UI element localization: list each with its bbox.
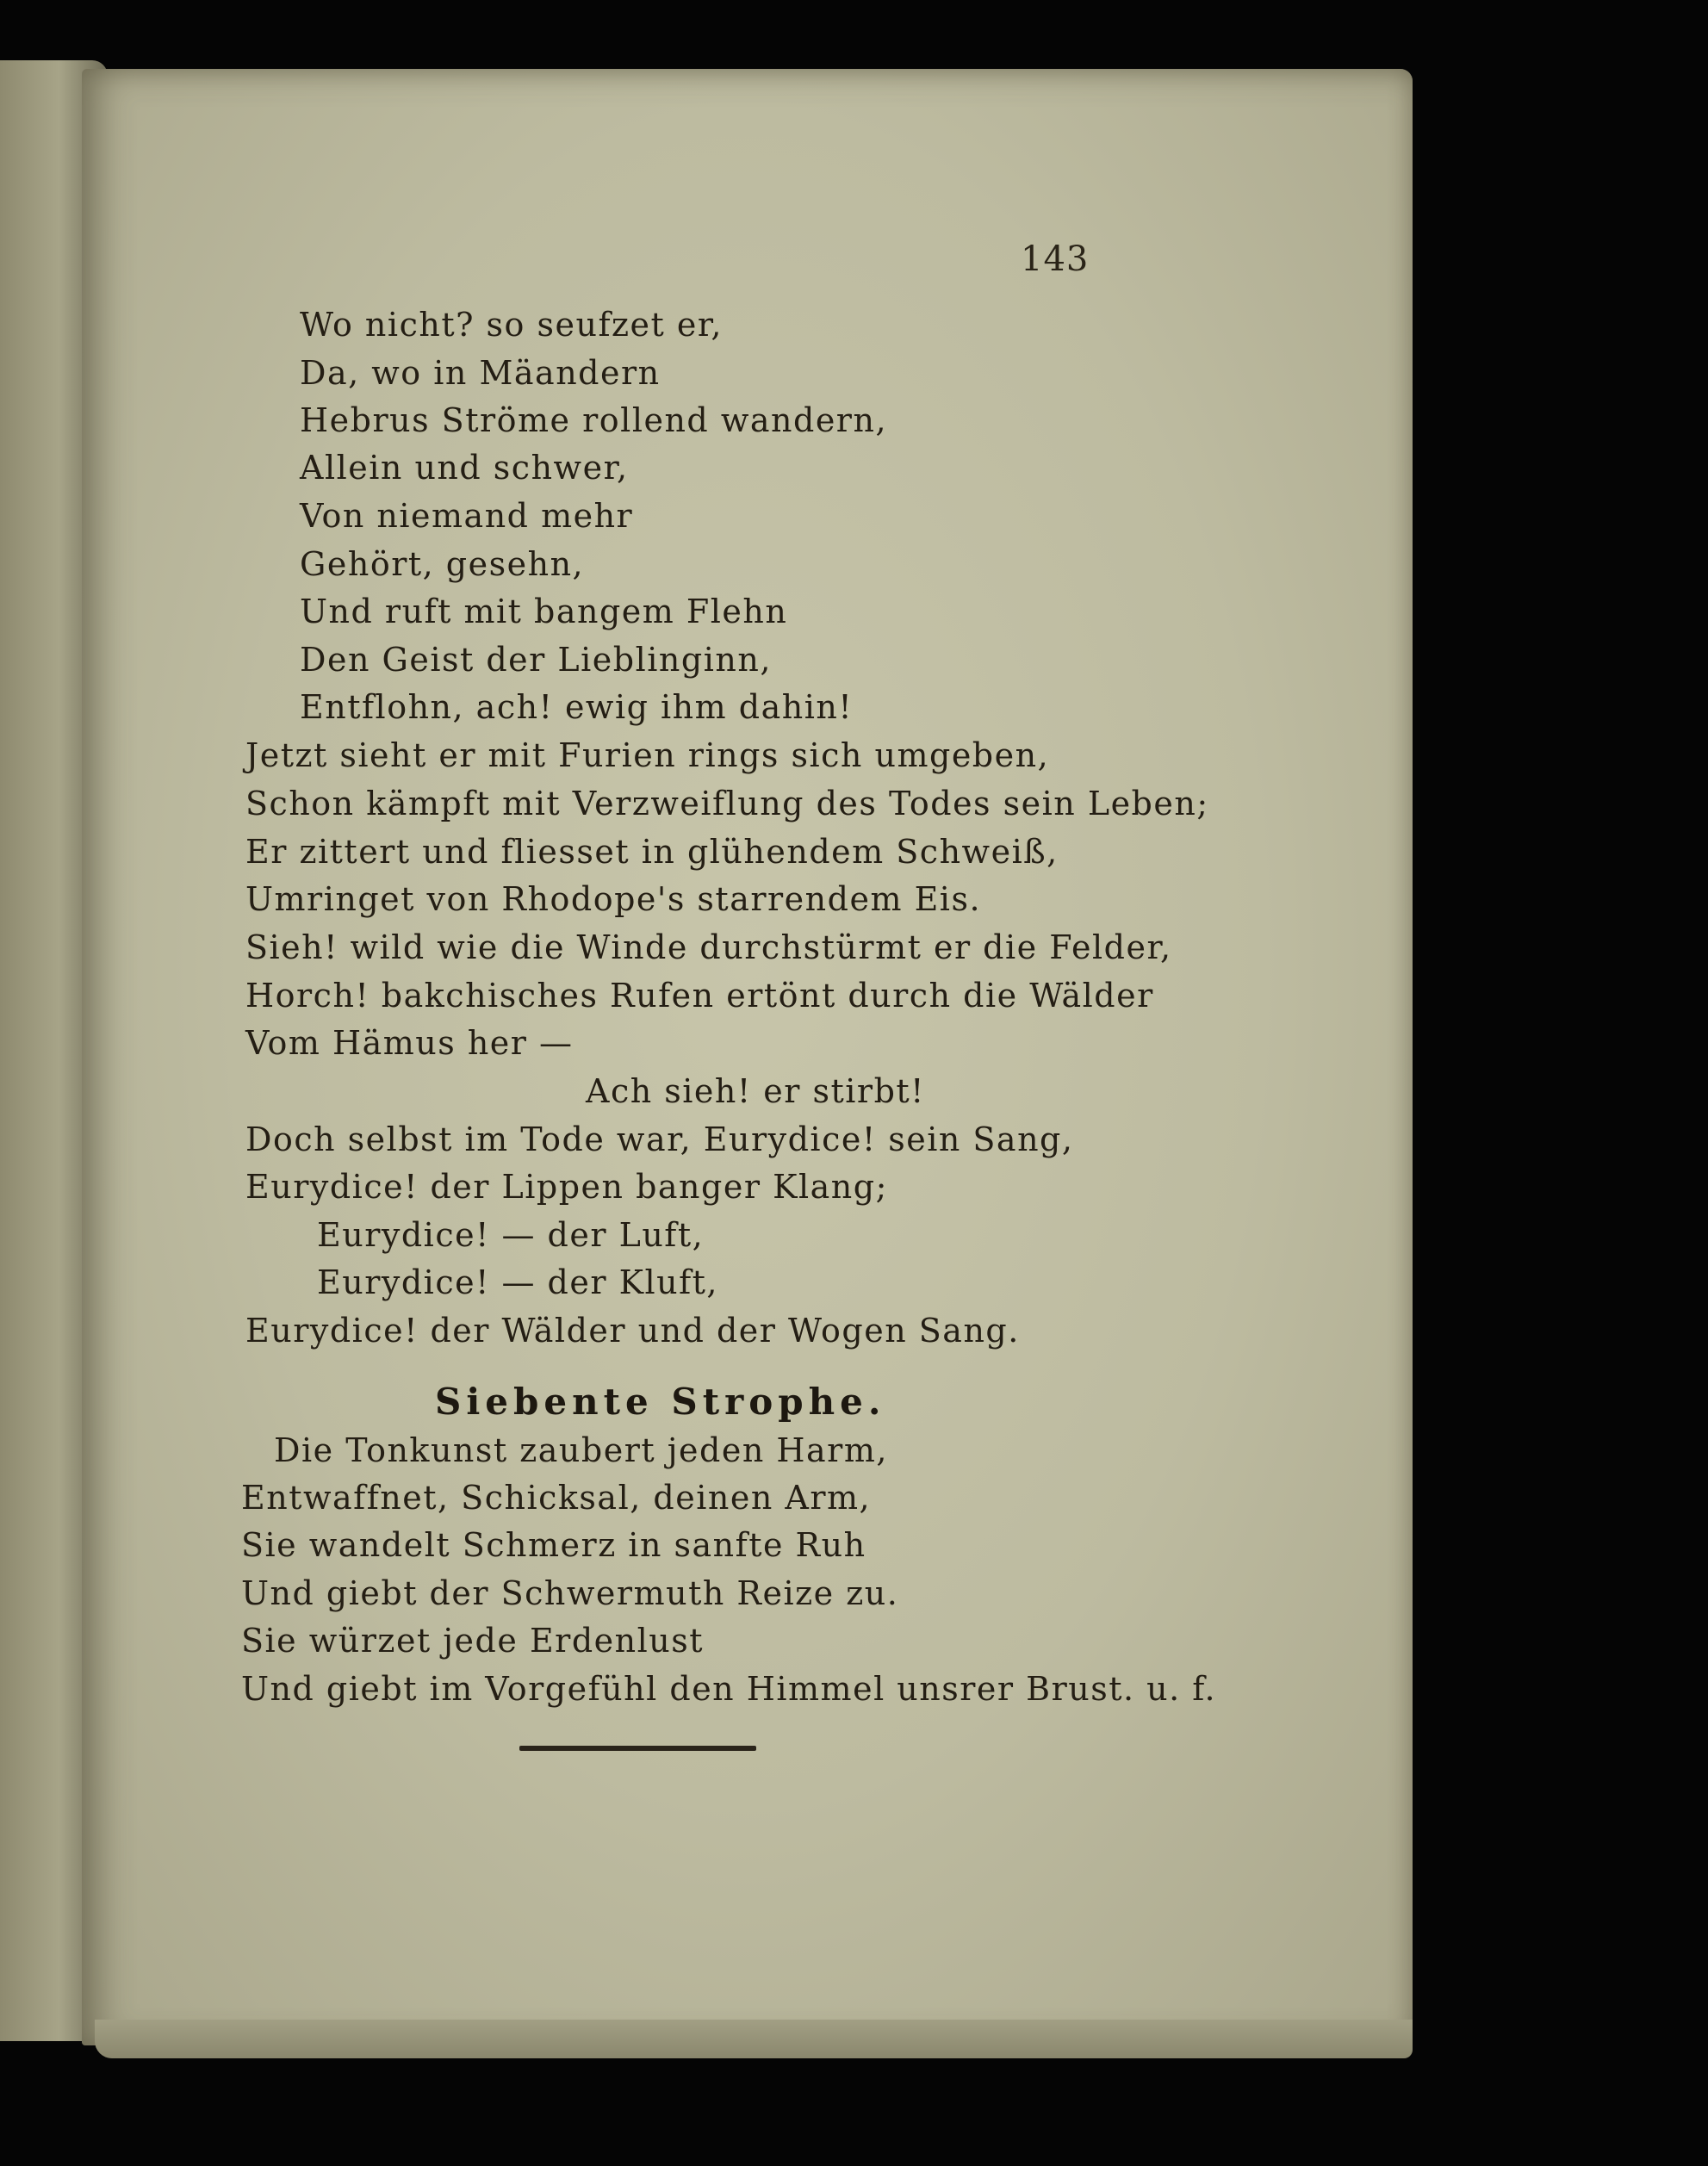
poem-line: Entwaffnet, Schicksal, deinen Arm, bbox=[241, 1479, 872, 1517]
poem-line: Sie wandelt Schmerz in sanfte Ruh bbox=[241, 1526, 866, 1564]
closing-rule bbox=[519, 1746, 756, 1751]
poem-line: Eurydice! — der Kluft, bbox=[317, 1263, 719, 1301]
poem-line: Allein und schwer, bbox=[300, 449, 629, 487]
poem-line: Und ruft mit bangem Flehn bbox=[300, 593, 788, 630]
page-bottom-edge bbox=[95, 2020, 1413, 2058]
poem-line: Sie würzet jede Erdenlust bbox=[241, 1622, 705, 1660]
poem-line: Eurydice! der Wälder und der Wogen Sang. bbox=[245, 1312, 1020, 1350]
poem-line: Hebrus Ströme rollend wandern, bbox=[300, 401, 888, 439]
poem-line: Ach sieh! er stirbt! bbox=[586, 1072, 925, 1110]
poem-line: Die Tonkunst zaubert jeden Harm, bbox=[274, 1431, 888, 1469]
poem-line: Jetzt sieht er mit Furien rings sich umgeben, bbox=[245, 736, 1050, 774]
poem-line: Und giebt im Vorgefühl den Himmel unsrer Brust. u. f. bbox=[241, 1670, 1217, 1708]
poem-line: Umringet von Rhodope's starrendem Eis. bbox=[245, 880, 982, 918]
page-number: 143 bbox=[1021, 239, 1090, 279]
poem-line: Doch selbst im Tode war, Eurydice! sein Sang, bbox=[245, 1120, 1074, 1158]
poem-line: Er zittert und fliesset in glühendem Schweiß, bbox=[245, 833, 1059, 871]
poem-line: Von niemand mehr bbox=[300, 497, 634, 535]
poem-line: Schon kämpft mit Verzweiflung des Todes sein Leben; bbox=[245, 785, 1209, 822]
poem-line: Den Geist der Lieblinginn, bbox=[300, 641, 772, 679]
poem-line: Eurydice! der Lippen banger Klang; bbox=[245, 1168, 888, 1206]
poem-line: Eurydice! — der Luft, bbox=[317, 1216, 705, 1254]
poem-line: Sieh! wild wie die Winde durchstürmt er die Felder, bbox=[245, 928, 1172, 966]
poem-line: Da, wo in Mäandern bbox=[300, 354, 661, 392]
poem-line: Horch! bakchisches Rufen ertönt durch die Wälder bbox=[245, 977, 1154, 1015]
stanza-heading: Siebente Strophe. bbox=[435, 1381, 886, 1423]
poem-line: Wo nicht? so seufzet er, bbox=[300, 306, 723, 344]
poem-line: Entflohn, ach! ewig ihm dahin! bbox=[300, 688, 854, 726]
poem-line: Gehört, gesehn, bbox=[300, 545, 585, 583]
poem-line: Vom Hämus her — bbox=[245, 1024, 574, 1062]
poem-line: Und giebt der Schwermuth Reize zu. bbox=[241, 1574, 899, 1612]
